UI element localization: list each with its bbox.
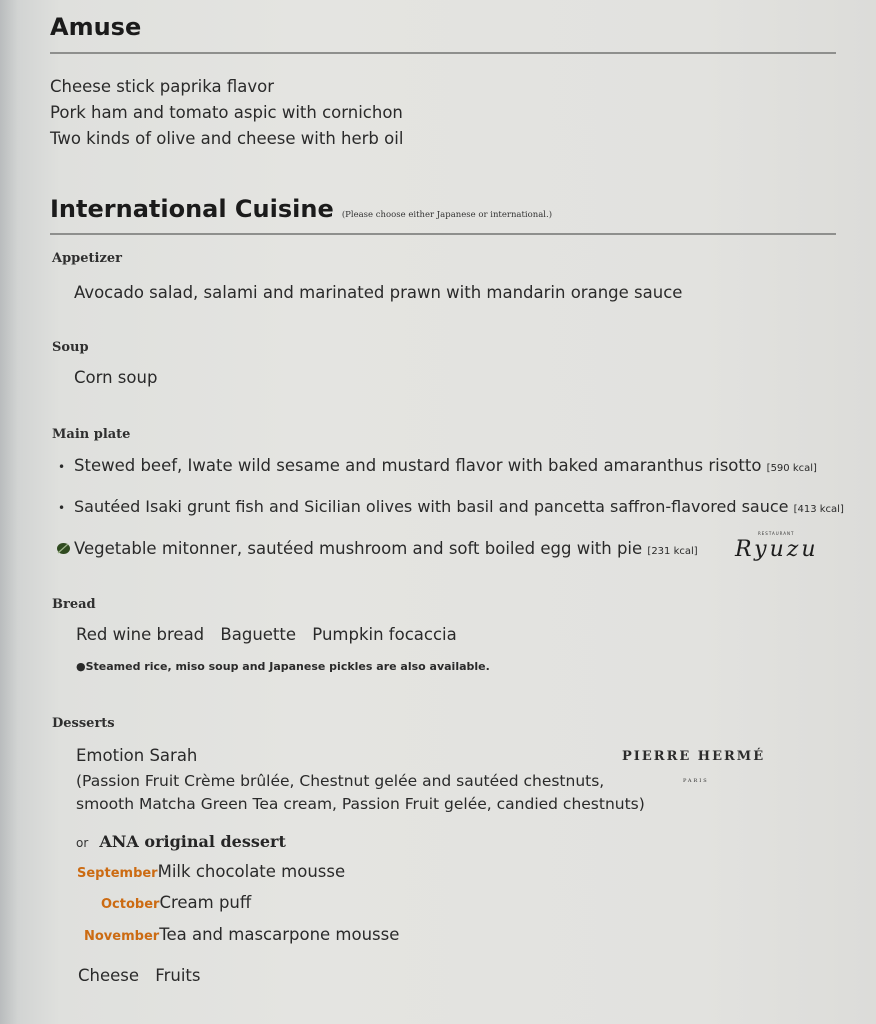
monthly-dessert-item: Cream puff (159, 893, 252, 912)
ryuzu-logo-subtitle: RESTAURANT (758, 531, 795, 536)
monthly-dessert-item: Tea and mascarpone mousse (159, 925, 400, 944)
amuse-title: Amuse (50, 13, 142, 41)
international-title: International Cuisine (50, 195, 334, 223)
main-plate-item-text: Vegetable mitonner, sautéed mushroom and soft boiled egg with pie (74, 539, 643, 558)
dessert-description: smooth Matcha Green Tea cream, Passion Fruit gelée, candied chestnuts) (76, 795, 645, 813)
main-plate-item-text: Stewed beef, Iwate wild sesame and mustard flavor with baked amaranthus risotto (74, 456, 762, 475)
amuse-divider (50, 52, 836, 54)
leaf-icon (56, 540, 74, 559)
kcal-label: [413 kcal] (793, 504, 844, 515)
monthly-dessert (77, 862, 345, 881)
bullet: • (58, 501, 66, 515)
monthly-dessert (101, 893, 251, 912)
desserts-label: Desserts (52, 716, 115, 731)
soup-item: Corn soup (74, 368, 158, 387)
finale-item: Cheese (78, 966, 140, 985)
ana-dessert-heading (76, 832, 286, 851)
bread-items (76, 625, 457, 644)
international-note: (Please choose either Japanese or international.) (341, 210, 553, 220)
appetizer-item: Avocado salad, salami and marinated prawn with mandarin orange sauce (74, 283, 683, 302)
international-heading (50, 195, 552, 223)
bread-note: ●Steamed rice, miso soup and Japanese pickles are also available. (76, 660, 490, 673)
soup-label: Soup (52, 340, 89, 355)
month-label: September (77, 866, 158, 881)
kcal-label: [231 kcal] (647, 546, 698, 557)
cheese-fruits (78, 966, 200, 985)
bullet: • (58, 460, 66, 474)
bread-item: Baguette (220, 625, 297, 644)
monthly-dessert (84, 925, 399, 944)
amuse-item: Cheese stick paprika flavor (50, 77, 274, 96)
amuse-item: Pork ham and tomato aspic with cornichon (50, 103, 403, 122)
ryuzu-logo: Ryuzu (735, 537, 819, 562)
appetizer-label: Appetizer (52, 251, 122, 266)
dessert-title: Emotion Sarah (76, 746, 198, 765)
international-divider (50, 233, 836, 235)
pierre-herme-logo: PIERRE HERMÉ (622, 749, 766, 764)
bread-item: Pumpkin focaccia (312, 625, 457, 644)
amuse-item: Two kinds of olive and cheese with herb oil (50, 129, 404, 148)
main-plate-item (56, 539, 698, 559)
main-plate-item (58, 456, 817, 475)
monthly-dessert-item: Milk chocolate mousse (157, 862, 346, 881)
main-plate-item-text: Sautéed Isaki grunt fish and Sicilian olives with basil and pancetta saffron-flavored sauce (74, 497, 789, 516)
dessert-description: (Passion Fruit Crème brûlée, Chestnut gelée and sautéed chestnuts, (76, 772, 605, 790)
main-plate-item (58, 497, 844, 516)
month-label: November (84, 929, 160, 944)
month-label: October (101, 897, 160, 912)
kcal-label: [590 kcal] (766, 463, 817, 474)
ana-dessert-title: ANA original dessert (99, 832, 286, 851)
bread-label: Bread (52, 597, 96, 612)
bread-item: Red wine bread (76, 625, 205, 644)
main-plate-label: Main plate (52, 427, 131, 442)
pierre-herme-paris: PARIS (683, 778, 709, 784)
or-label: or (76, 836, 89, 850)
finale-item: Fruits (155, 966, 201, 985)
